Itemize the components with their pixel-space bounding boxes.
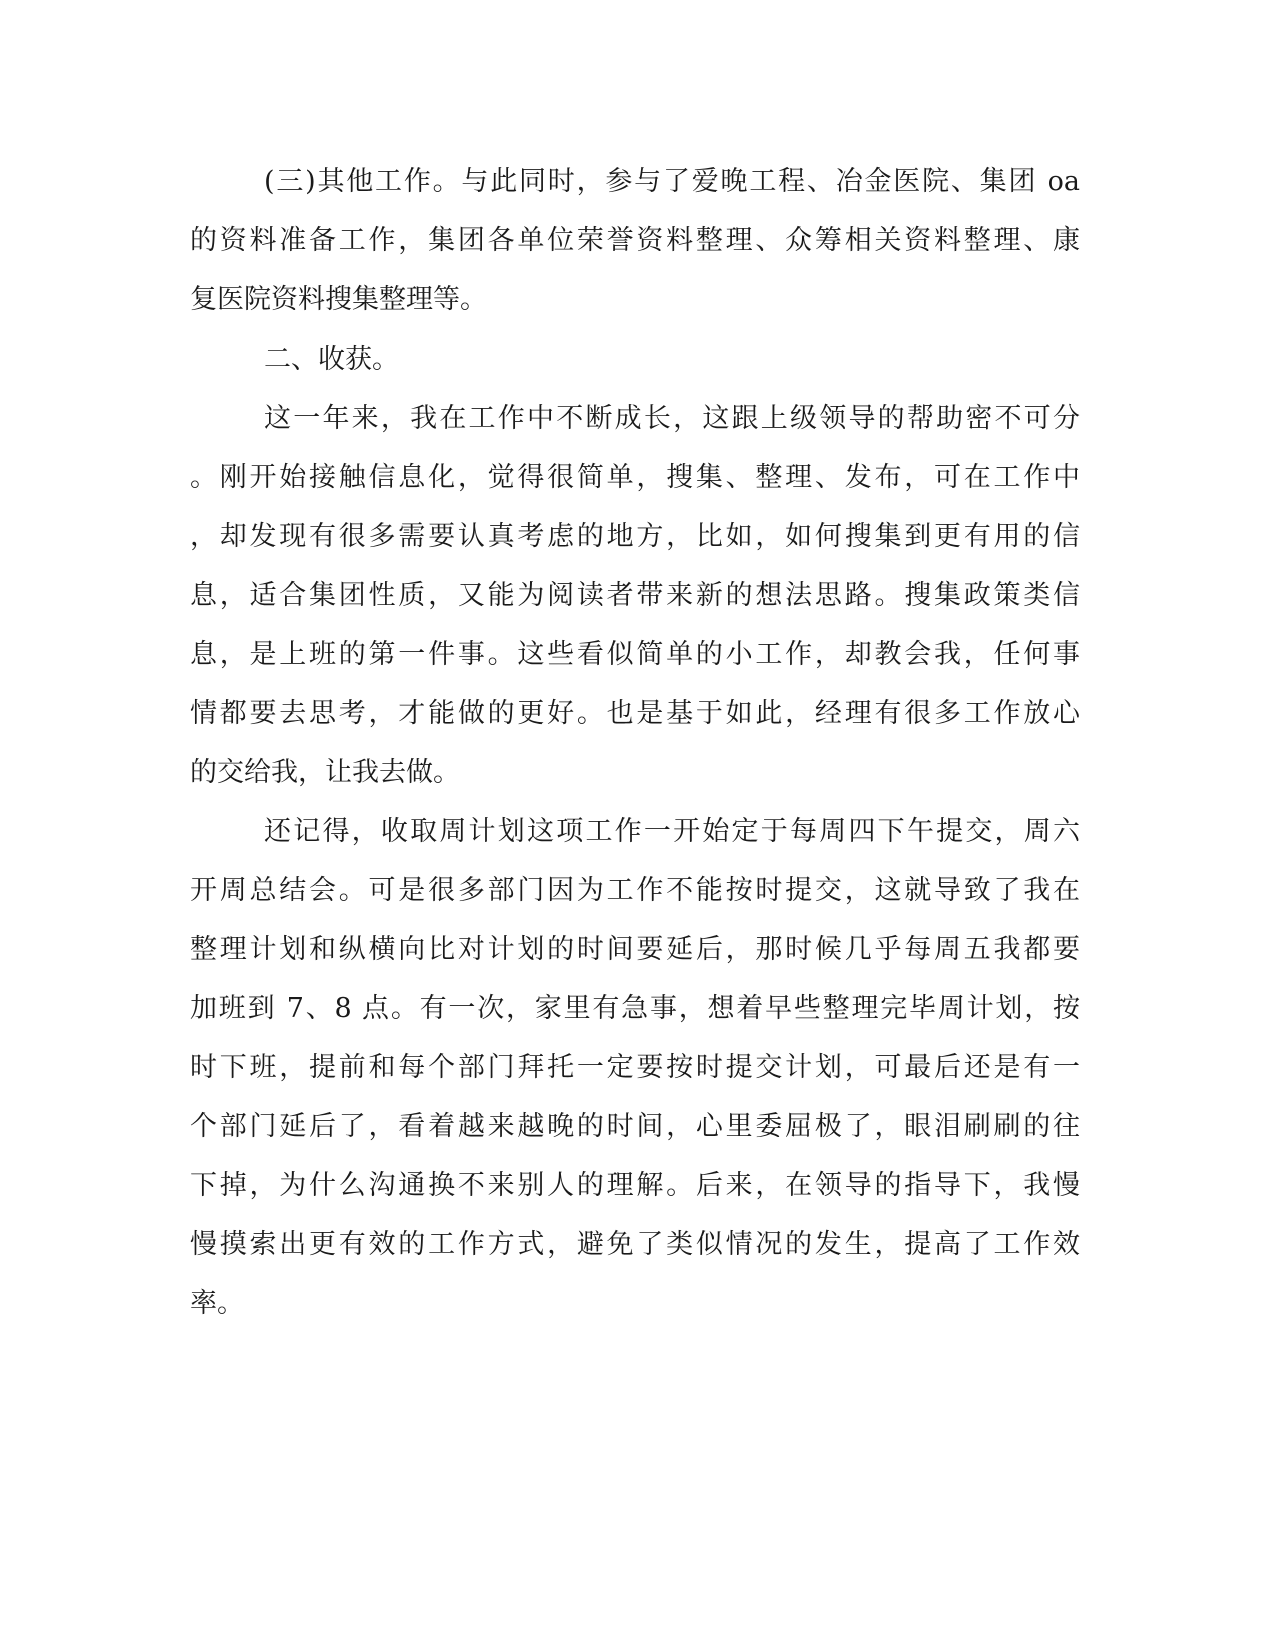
- text-line: 情都要去思考，才能做的更好。也是基于如此，经理有很多工作放心: [190, 698, 1080, 729]
- text-line: 这一年来，我在工作中不断成长，这跟上级领导的帮助密不可分: [264, 403, 1080, 434]
- text-line: 的资料准备工作，集团各单位荣誉资料整理、众筹相关资料整理、康: [190, 225, 1080, 256]
- text-line: 整理计划和纵横向比对计划的时间要延后，那时候几乎每周五我都要: [190, 934, 1080, 965]
- text-line: 下掉，为什么沟通换不来别人的理解。后来，在领导的指导下，我慢: [190, 1170, 1080, 1201]
- text-line: 加班到 7、8 点。有一次，家里有急事，想着早些整理完毕周计划，按: [190, 993, 1080, 1024]
- text-line: (三)其他工作。与此同时，参与了爱晚工程、冶金医院、集团 oa: [264, 166, 1080, 197]
- text-line: 时下班，提前和每个部门拜托一定要按时提交计划，可最后还是有一: [190, 1052, 1080, 1083]
- text-line: 息，是上班的第一件事。这些看似简单的小工作，却教会我，任何事: [190, 639, 1080, 670]
- text-line: 慢摸索出更有效的工作方式，避免了类似情况的发生，提高了工作效: [190, 1229, 1080, 1260]
- text-line: 复医院资料搜集整理等。: [190, 284, 487, 315]
- text-line: 。刚开始接触信息化，觉得很简单，搜集、整理、发布，可在工作中: [190, 462, 1080, 493]
- text-line: ，却发现有很多需要认真考虑的地方，比如，如何搜集到更有用的信: [190, 521, 1080, 552]
- text-line: 的交给我，让我去做。: [190, 757, 460, 788]
- text-line: 开周总结会。可是很多部门因为工作不能按时提交，这就导致了我在: [190, 875, 1080, 906]
- text-line: 还记得，收取周计划这项工作一开始定于每周四下午提交，周六: [264, 816, 1080, 847]
- text-line: 息，适合集团性质，又能为阅读者带来新的想法思路。搜集政策类信: [190, 580, 1080, 611]
- text-line: 率。: [190, 1288, 244, 1319]
- text-line: 个部门延后了，看着越来越晚的时间，心里委屈极了，眼泪刷刷的往: [190, 1111, 1080, 1142]
- section-heading: 二、收获。: [264, 344, 399, 375]
